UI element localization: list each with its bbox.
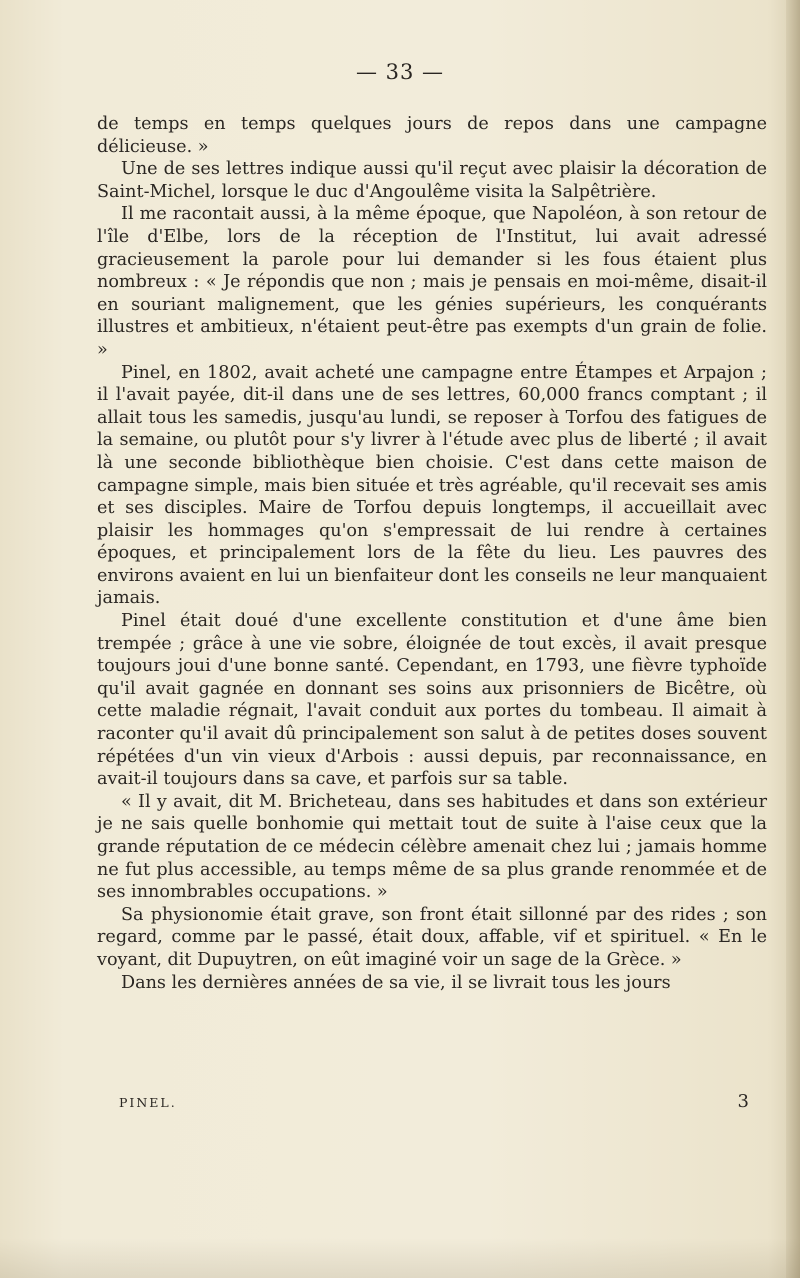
page-edge-shadow — [786, 0, 800, 1278]
page-footer — [97, 1091, 767, 1112]
signature-mark: PINEL. — [119, 1095, 177, 1110]
paragraph: Dans les dernières années de sa vie, il se livrait tous les jours — [121, 972, 671, 993]
paragraph: Sa physionomie était grave, son front était sillonné par des rides ; son regard, comme par le passé, était doux, affable, vif et spirituel. « En le voyant, dit Dupuytren, on eût imaginé voir un sage de la Grèce. » — [97, 904, 767, 970]
paragraph: de temps en temps quelques jours de repos dans une campagne délicieuse. » — [97, 114, 767, 157]
page-number: — 33 — — [355, 60, 445, 84]
sheet-number: 3 — [737, 1091, 749, 1112]
paragraph: Une de ses lettres indique aussi qu'il reçut avec plaisir la décoration de Saint-Michel, lorsque le duc d'Angoulême visita la Salpêtrière. — [97, 159, 767, 202]
paragraph: Pinel, en 1802, avait acheté une campagne entre Étampes et Arpajon ; il l'avait payée, dit-il dans une de ses lettres, 60,000 francs comptant ; il allait tous les samedis, jusqu'au lundi, se reposer à Torfou des fatigues de la semaine, ou plutôt pour s'y livrer à l'étude avec plus de liberté ; il avait là une seconde bibliothèque bien choisie. C'est dans cette maison de campagne simple, mais bien située et très agréable, qu'il recevait ses amis et ses disciples. Maire de Torfou depuis longtemps, il accueillait avec plaisir les hommages qu'on s'empressait de lui rendre à certaines époques, et principalement lors de la fête du lieu. Les pauvres des environs avaient en lui un bienfaiteur dont les conseils ne leur manquaient jamais. — [97, 362, 767, 609]
paragraph: Il me racontait aussi, à la même époque, que Napoléon, à son retour de l'île d'Elbe, lors de la réception de l'Institut, lui avait adressé gracieusement la parole pour lui demander si les fous étaient plus nombreux : « Je répondis que non ; mais je pensais en moi-même, disait-il en souriant malignement, que les génies supérieurs, les conquérants illustres et ambitieux, n'étaient peut-être pas exempts d'un grain de folie. » — [97, 204, 767, 360]
page-bottom-shadow — [0, 1238, 800, 1278]
body-text — [97, 113, 767, 994]
paragraph: « Il y avait, dit M. Bricheteau, dans ses habitudes et dans son extérieur je ne sais quelle bonhomie qui mettait tout de suite à l'aise ceux que la grande réputation de ce médecin célèbre amenait chez lui ; jamais homme ne fut plus accessible, au temps même de sa plus grande renommée et de ses innombrables occupations. » — [97, 791, 767, 903]
paragraph: Pinel était doué d'une excellente constitution et d'une âme bien trempée ; grâce à une vie sobre, éloignée de tout excès, il avait presque toujours joui d'une bonne santé. Cependant, en 1793, une fièvre typhoïde qu'il avait gagnée en donnant ses soins aux prisonniers de Bicêtre, où cette maladie régnait, l'avait conduit aux portes du tombeau. Il aimait à raconter qu'il avait dû principalement son salut à de petites doses souvent répétées d'un vin vieux d'Arbois : aussi depuis, par reconnaissance, en avait-il toujours dans sa cave, et parfois sur sa table. — [97, 611, 767, 790]
